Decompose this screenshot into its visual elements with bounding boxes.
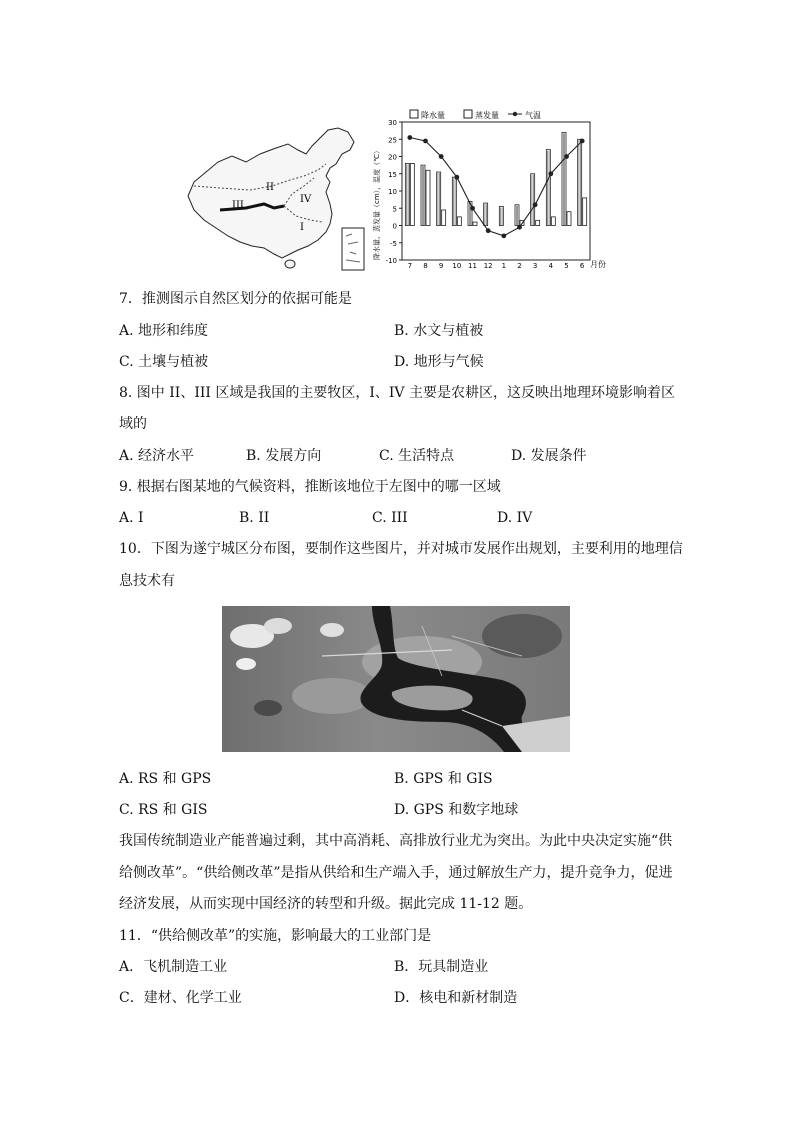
y-tick-label: 30 [388,119,397,127]
precip-bar [562,132,566,225]
region-label-3: III [232,200,244,211]
q11-option-a: A．飞机制造工业 [119,959,228,975]
legend-precip: 降水量 [421,111,445,120]
region-label-2: II [266,182,274,193]
y-tick-label: 15 [388,170,397,179]
q10-stem-line1: 10．下图为遂宁城区分布图，要制作这些图片，并对城市发展作出规划，主要利用的地理信 [119,541,683,557]
q10-option-c: C. RS 和 GIS [119,802,208,818]
evap-bar [473,222,477,225]
x-tick-label: 10 [452,262,462,270]
y-tick-label: -10 [385,257,397,265]
x-tick-label: 11 [468,262,477,270]
precip-bar [531,174,535,226]
q10-stem-line2: 息技术有 [119,573,175,589]
evap-bar [551,217,555,226]
temperature-point [517,225,522,230]
hainan-island [285,260,295,268]
x-tick-label: 12 [483,262,493,270]
evap-bar [442,210,446,226]
q9-stem: 9. 根据右图某地的气候资料，推断该地位于左图中的哪一区域 [119,479,501,495]
china-region-map [180,124,372,276]
precip-bar [405,163,409,225]
evap-bar [567,212,571,226]
x-tick-label: 2 [517,262,522,270]
x-axis-ticks [408,262,585,270]
temperature-point [486,228,491,233]
x-tick-label: 8 [423,262,428,270]
x-tick-label: 6 [579,262,585,270]
q7-stem: 7．推测图示自然区划分的依据可能是 [119,291,352,307]
q10-option-a: A. RS 和 GPS [119,771,212,787]
precip-bar [452,177,456,225]
precip-bar [421,165,425,225]
evap-bar [426,170,430,225]
temperature-point [423,139,428,144]
temperature-point [470,206,475,211]
legend-temp: 气温 [525,111,541,120]
q9-option-a: A. I [119,510,144,526]
y-tick-label: 20 [388,153,397,162]
temperature-point [407,135,412,140]
temperature-series [407,135,584,238]
q7-option-d: D. 地形与气候 [394,354,484,370]
temperature-line [410,138,582,236]
q10-option-b: B. GPS 和 GIS [394,771,493,787]
y-tick-label: 10 [388,188,397,196]
temperature-point [533,202,538,207]
passage-line1: 我国传统制造业产能普遍过剩，其中高消耗、高排放行业尤为突出。为此中央决定实施“供 [119,833,673,849]
evap-bar [536,220,540,225]
x-tick-label: 3 [532,262,538,270]
y-tick-label: -5 [390,239,397,248]
chart-legend [410,110,541,120]
x-tick-label: 1 [501,262,507,270]
precip-bar [499,207,503,226]
q8-option-a: A. 经济水平 [119,448,195,464]
q8-option-d: D. 发展条件 [511,448,587,464]
y-tick-label: 25 [388,136,397,145]
y-tick-label: 5 [392,205,397,214]
q8-stem-line2: 域的 [119,416,147,432]
q7-option-c: C. 土壤与植被 [119,354,209,370]
q7-option-a: A. 地形和纬度 [119,323,209,339]
precip-bar [578,139,582,225]
y-axis-ticks [386,119,402,265]
precip-bar [546,150,550,226]
precip-bar [437,172,441,225]
climate-chart [368,104,614,270]
evap-bar [410,163,414,225]
x-tick-label: 4 [548,262,554,270]
x-tick-label: 5 [564,262,569,270]
q7-option-b: B. 水文与植被 [394,323,484,339]
precip-bar [515,205,519,226]
y-axis-label: 降水量、蒸发量（cm），温度（℃） [373,146,381,260]
evap-bar [583,198,587,226]
china-outline [188,128,354,258]
q8-option-c: C. 生活特点 [379,448,455,464]
q8-option-b: B. 发展方向 [246,448,322,464]
temperature-point [564,154,569,159]
q9-option-b: B. II [239,510,270,526]
q9-option-d: D. IV [497,510,533,526]
q11-option-c: C．建材、化学工业 [119,990,242,1006]
bar-series [405,132,586,225]
evap-bar [457,217,461,226]
q8-stem-line1: 8. 图中 II、III 区域是我国的主要牧区，I、IV 主要是农耕区，这反映出地理环境影响着区 [119,385,675,401]
legend-evap: 蒸发量 [475,111,499,120]
passage-line3: 经济发展，从而实现中国经济的转型和升级。据此完成 11-12 题。 [119,896,533,912]
q11-option-b: B．玩具制造业 [394,959,489,975]
region-label-1: I [300,222,304,233]
region-label-4: IV [300,194,312,205]
q11-option-d: D．核电和新材制造 [394,990,518,1006]
temperature-point [548,171,553,176]
precip-bar [484,203,488,225]
temperature-point [580,139,585,144]
temperature-point [454,175,459,180]
x-tick-label: 7 [407,262,413,270]
q11-stem: 11．“供给侧改革”的实施，影响最大的工业部门是 [119,928,432,944]
passage-line2: 给侧改革”。“供给侧改革”是指从供给和生产端入手，通过解放生产力，提升竞争力，促进 [119,865,673,881]
q10-option-d: D. GPS 和数字地球 [394,802,519,818]
temperature-point [501,233,506,238]
x-unit-label: 月份 [590,260,606,269]
x-tick-label: 9 [438,262,444,270]
temperature-point [439,154,444,159]
y-tick-label: 0 [392,222,397,231]
satellite-image [222,606,570,752]
south-sea-inset [342,228,364,270]
q9-option-c: C. III [372,510,408,526]
